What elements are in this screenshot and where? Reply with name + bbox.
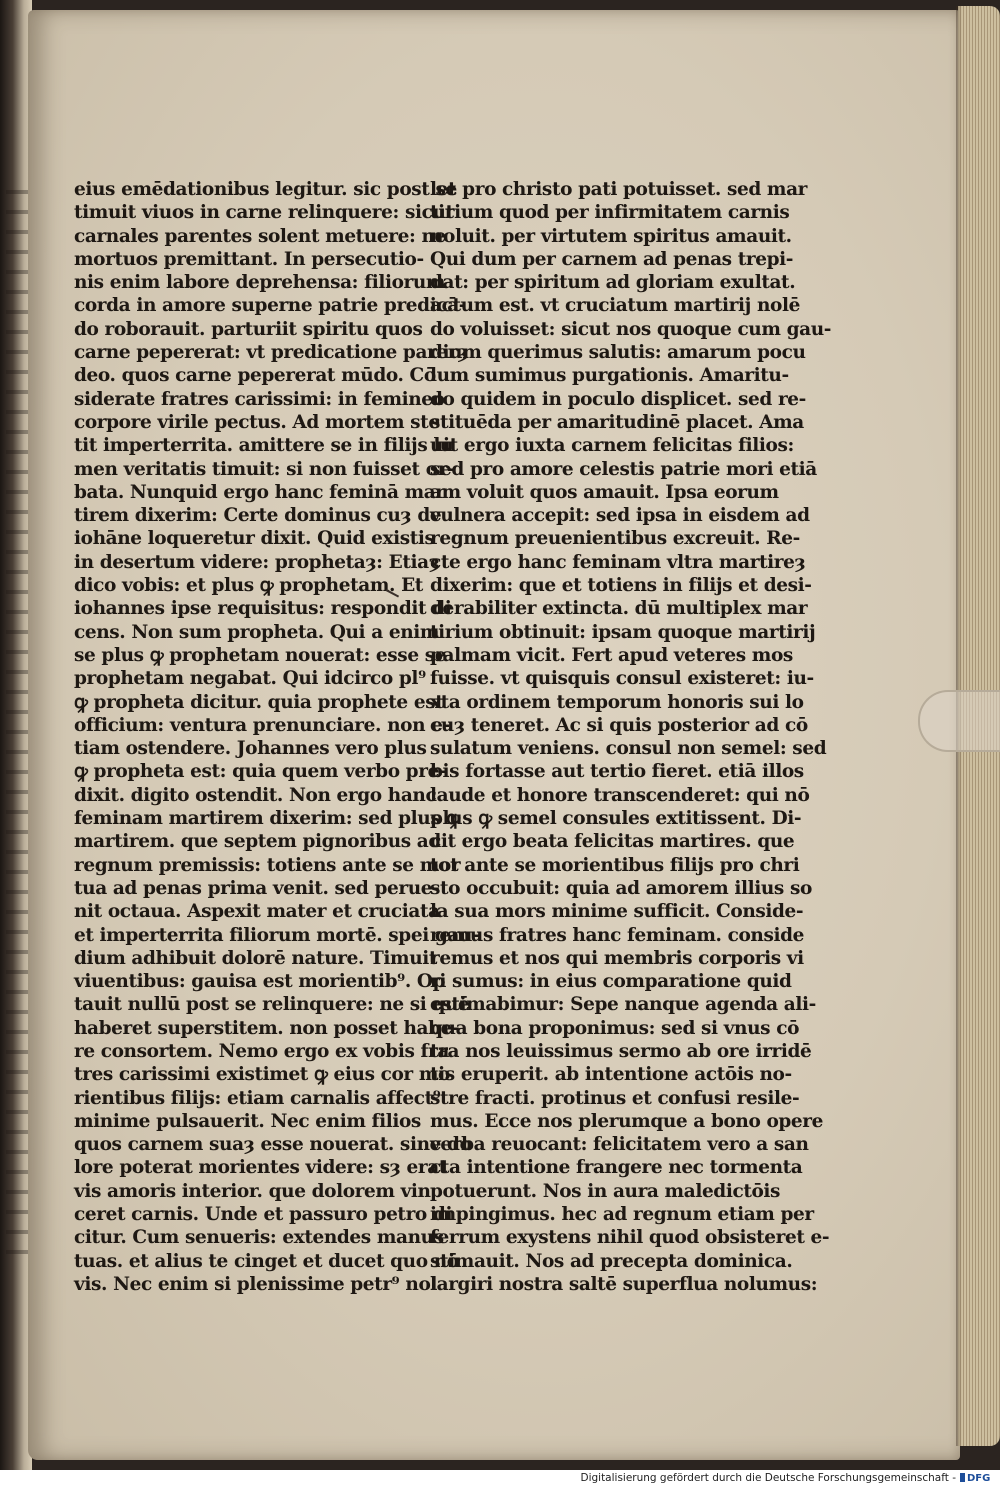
text-line: prophetam negabat. Qui idcirco pl⁹ bbox=[74, 668, 426, 690]
text-line: laude et honore transcenderet: qui nō bbox=[430, 784, 810, 806]
page-clip bbox=[918, 690, 1000, 752]
text-line: stre fracti. protinus et confusi resile- bbox=[430, 1087, 800, 1109]
text-line: tres carissimi existimet ꝙ eius cor mo bbox=[74, 1064, 450, 1086]
text-line: tua ad penas prima venit. sed perue- bbox=[74, 877, 440, 899]
text-line: rientibus filijs: etiam carnalis affect⁹ bbox=[74, 1087, 441, 1109]
text-line: tot ante se morientibus filijs pro chri bbox=[430, 854, 800, 876]
text-line: palmam vicit. Fert apud veteres mos bbox=[430, 644, 793, 666]
footer-credit: Digitalisierung gefördert durch die Deutsche Forschungsgemeinschaft - bbox=[580, 1472, 956, 1484]
text-line: se plus ꝙ prophetam nouerat: esse se bbox=[74, 644, 447, 666]
dfg-logo-text: DFG bbox=[967, 1473, 991, 1484]
text-line: tirium quod per infirmitatem carnis bbox=[430, 202, 790, 224]
text-line: officium: ventura prenunciare. non e- bbox=[74, 714, 450, 736]
text-line: estimabimur: Sepe nanque agenda ali- bbox=[430, 994, 816, 1016]
text-line: martirem. que septem pignoribus ad bbox=[74, 831, 441, 853]
text-line: nit octaua. Aspexit mater et cruciata bbox=[74, 901, 440, 923]
text-line: uit ergo iuxta carnem felicitas filios: bbox=[430, 435, 794, 457]
text-line: derabiliter extincta. dū multiplex mar bbox=[430, 598, 808, 620]
text-line: ꝙ propheta est: quia quem verbo pre- bbox=[74, 761, 447, 783]
text-line: et imperterrita filiorum mortē. spei gau- bbox=[74, 924, 480, 946]
text-line: tauit nullū post se relinquere: ne si quē bbox=[74, 994, 470, 1016]
text-line: mus. Ecce nos plerumque a bono opere bbox=[430, 1110, 824, 1132]
text-line: cens. Non sum propheta. Qui a enim bbox=[74, 621, 440, 643]
text-line: vulnera accepit: sed ipsa in eisdem ad bbox=[430, 505, 810, 527]
text-line: bata. Nunquid ergo hanc feminā mar bbox=[74, 481, 445, 503]
text-line: tirem dixerim: Certe dominus cuȝ de bbox=[74, 505, 442, 527]
text-line: remus et nos qui membris corporis vi bbox=[430, 947, 804, 969]
text-line: largiri nostra saltē superflua nolumus: bbox=[430, 1273, 818, 1295]
text-line: tuas. et alius te cinget et ducet quo nō bbox=[74, 1250, 459, 1272]
text-line: sed pro amore celestis patrie mori etiā bbox=[430, 458, 817, 480]
text-line: men veritatis timuit: si non fuisset or- bbox=[74, 458, 455, 480]
text-line: actum est. vt cruciatum martirij nolē bbox=[430, 295, 800, 317]
text-line: haberet superstitem. non posset habe- bbox=[74, 1017, 460, 1039]
text-line: deo. quos carne pepererat mūdo. Cō bbox=[74, 365, 436, 387]
text-line: stimauit. Nos ad precepta dominica. bbox=[430, 1250, 793, 1272]
text-line: Qui dum per carnem ad penas trepi- bbox=[430, 248, 794, 270]
text-line: minime pulsauerit. Nec enim filios bbox=[74, 1110, 421, 1132]
text-line: corpore virile pectus. Ad mortem ste bbox=[74, 411, 440, 433]
text-line: tra nos leuissimus sermo ab ore irridē bbox=[430, 1040, 812, 1062]
text-line: sto occubuit: quia ad amorem illius so bbox=[430, 877, 812, 899]
text-line: iohāne loqueretur dixit. Quid existis bbox=[74, 528, 435, 550]
text-line: tit imperterrita. amittere se in filijs lu bbox=[74, 435, 454, 457]
text-line: eius emēdationibus legitur. sic post se bbox=[74, 179, 457, 200]
text-line: qua bona proponimus: sed si vnus cō bbox=[430, 1017, 800, 1039]
text-line: do roborauit. parturiit spiritu quos bbox=[74, 318, 423, 340]
text-line: impingimus. hec ad regnum etiam per bbox=[430, 1204, 814, 1226]
text-line: timuit viuos in carne relinquere: sicut bbox=[74, 202, 454, 224]
text-line: vis amoris interior. que dolorem vin bbox=[74, 1180, 431, 1202]
text-line: lum sumimus purgationis. Amaritu- bbox=[430, 365, 789, 387]
text-line: verba reuocant: felicitatem vero a san bbox=[430, 1134, 809, 1156]
text-line: dium querimus salutis: amarum pocu bbox=[430, 342, 806, 364]
text-line: carnales parentes solent metuere: ne bbox=[74, 225, 446, 247]
text-line: quos carnem suaȝ esse nouerat. sine do bbox=[74, 1134, 472, 1156]
text-line: bis fortasse aut tertio fieret. etiā illos bbox=[430, 761, 804, 783]
text-line: noluit. per virtutem spiritus amauit. bbox=[430, 225, 792, 247]
text-line: vis. Nec enim si plenissime petr⁹ nol bbox=[74, 1273, 438, 1295]
text-line: cuȝ teneret. Ac si quis posterior ad cō bbox=[430, 714, 808, 736]
text-line: cit ergo beata felicitas martires. que bbox=[430, 831, 795, 853]
text-line: re consortem. Nemo ergo ex vobis fra bbox=[74, 1040, 449, 1062]
text-line: remus fratres hanc feminam. conside bbox=[430, 924, 805, 946]
text-line: ceret carnis. Unde et passuro petro di bbox=[74, 1204, 453, 1226]
adjacent-page-text-fragment bbox=[6, 190, 28, 1260]
text-line: viuentibus: gauisa est morientib⁹. Op bbox=[74, 971, 446, 993]
text-line: stituēda per amaritudinē placet. Ama bbox=[430, 411, 804, 433]
text-line: dium adhibuit dolorē nature. Timuit bbox=[74, 947, 438, 969]
text-line: citur. Cum senueris: extendes manus bbox=[74, 1227, 444, 1249]
text-line: in desertum videre: prophetaȝ: Etiaȝ bbox=[74, 551, 440, 573]
text-line: tiam ostendere. Johannes vero plus bbox=[74, 738, 427, 760]
text-line: cte ergo hanc feminam vltra martireȝ bbox=[430, 551, 806, 573]
text-line: feminam martirem dixerim: sed plus ꝙ bbox=[74, 808, 460, 830]
text-line: tis eruperit. ab intentione actōis no- bbox=[430, 1064, 792, 1086]
text-line: tirium obtinuit: ipsam quoque martirij bbox=[430, 621, 816, 643]
text-line: ꝙ propheta dicitur. quia prophete est bbox=[74, 691, 444, 713]
dfg-logo-mark bbox=[960, 1473, 965, 1482]
text-line: dat: per spiritum ad gloriam exultat. bbox=[430, 272, 796, 294]
text-line: dixit. digito ostendit. Non ergo hanc bbox=[74, 784, 437, 806]
text-line: dixerim: que et totiens in filijs et desi- bbox=[430, 575, 812, 597]
text-line: let pro christo pati potuisset. sed mar bbox=[430, 179, 808, 200]
text-line: la sua mors minime sufficit. Conside- bbox=[430, 901, 804, 923]
text-line: plus ꝙ semel consules extitissent. Di- bbox=[430, 808, 802, 830]
text-line: carne pepererat: vt predicatione parerȝ bbox=[74, 342, 468, 364]
text-line: potuerunt. Nos in aura maledictōis bbox=[430, 1180, 781, 1202]
text-line: mortuos premittant. In persecutio- bbox=[74, 248, 424, 270]
dfg-logo bbox=[960, 1472, 994, 1486]
text-line: siderate fratres carissimi: in femineo bbox=[74, 388, 445, 410]
text-line: fuisse. vt quisquis consul existeret: iu- bbox=[430, 668, 814, 690]
text-line: am voluit quos amauit. Ipsa eorum bbox=[430, 481, 779, 503]
text-line: xta ordinem temporum honoris sui lo bbox=[430, 691, 804, 713]
text-line: iohannes ipse requisitus: respondit di bbox=[74, 598, 452, 620]
text-line: nis enim labore deprehensa: filiorum bbox=[74, 272, 446, 294]
text-line: regnum preuenientibus excreuit. Re- bbox=[430, 528, 800, 550]
footer-bar bbox=[0, 1470, 1000, 1488]
text-line: do voluisset: sicut nos quoque cum gau- bbox=[430, 318, 832, 340]
text-line: ferrum exystens nihil quod obsisteret e- bbox=[430, 1227, 830, 1249]
text-column-left bbox=[74, 178, 480, 1296]
text-line: cta intentione frangere nec tormenta bbox=[430, 1157, 803, 1179]
text-line: sulatum veniens. consul non semel: sed bbox=[430, 738, 827, 760]
text-line: do quidem in poculo displicet. sed re- bbox=[430, 388, 806, 410]
text-line: corda in amore superne patrie predicā- bbox=[74, 295, 467, 317]
text-line: ri sumus: in eius comparatione quid bbox=[430, 971, 792, 993]
text-line: regnum premissis: totiens ante se mor bbox=[74, 854, 461, 876]
text-column-right bbox=[430, 178, 832, 1296]
text-line: lore poterat morientes videre: sȝ erat bbox=[74, 1157, 447, 1179]
text-line: dico vobis: et plus ꝙ prophetam. Et bbox=[74, 575, 423, 597]
